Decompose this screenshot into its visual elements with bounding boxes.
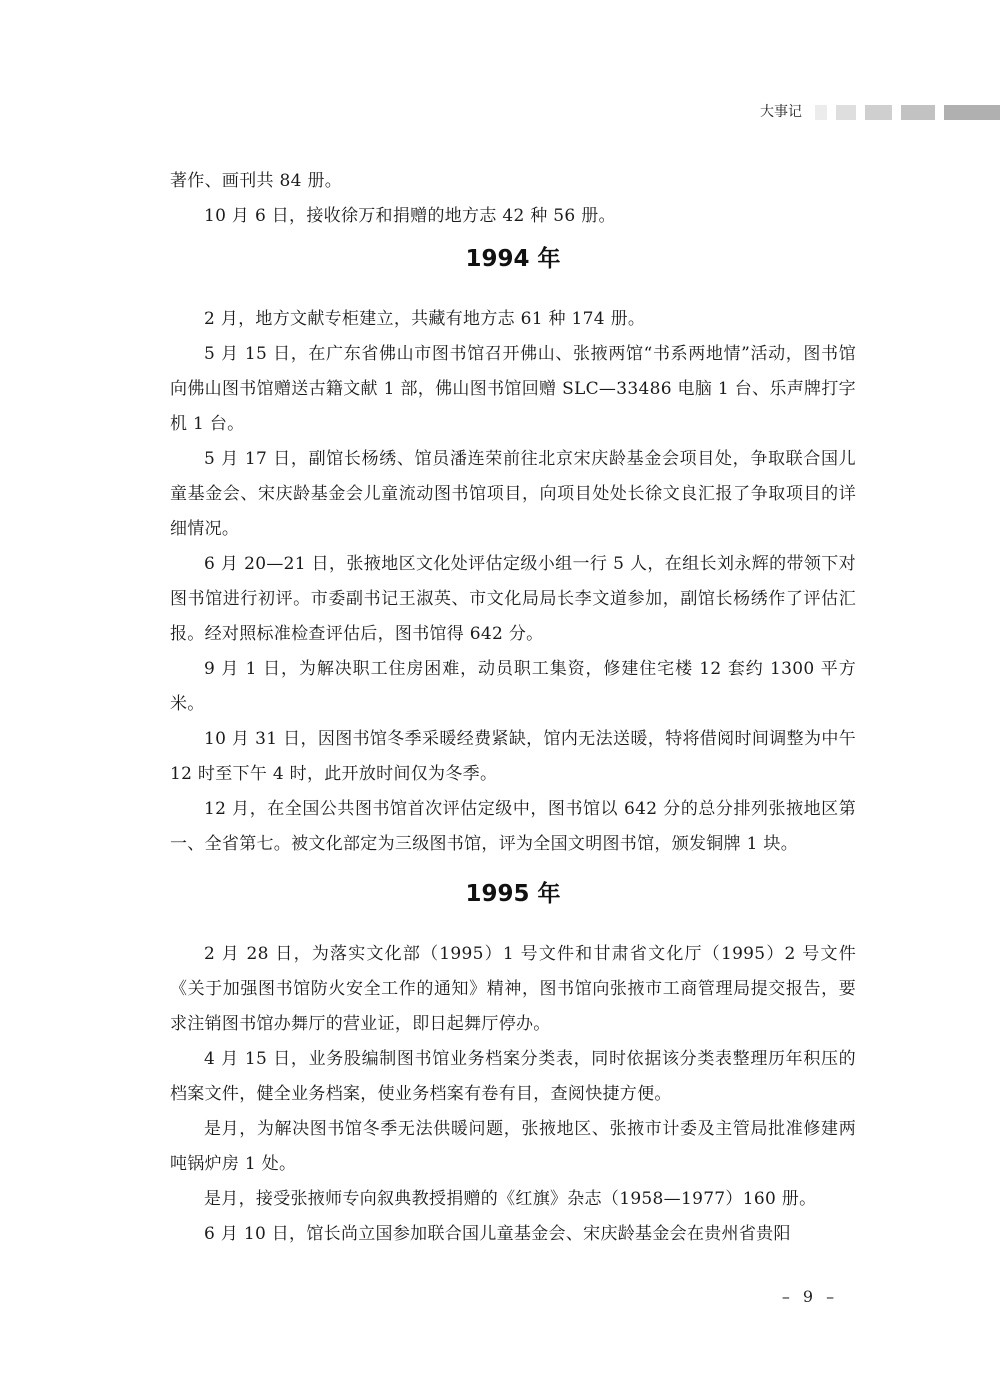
paragraph: 6 月 10 日，馆长尚立国参加联合国儿童基金会、宋庆龄基金会在贵州省贵阳 (204, 1224, 791, 1244)
running-header (760, 100, 1000, 124)
header-decor-bar (944, 105, 1000, 120)
page-body (170, 164, 856, 1252)
paragraph: 5 月 15 日，在广东省佛山市图书馆召开佛山、张掖两馆“书系两地情”活动，图书馆向佛山图书馆赠送古籍文献 1 部，佛山图书馆回赠 SLC—33486 电脑 1 台、乐声牌打字机 1 台。 (170, 344, 856, 434)
year-heading-1995: 1995 年 (465, 881, 561, 907)
paragraph: 12 月，在全国公共图书馆首次评估定级中，图书馆以 642 分的总分排列张掖地区第一、全省第七。被文化部定为三级图书馆，评为全国文明图书馆，颁发铜牌 1 块。 (170, 799, 856, 854)
paragraph: 4 月 15 日，业务股编制图书馆业务档案分类表，同时依据该分类表整理历年积压的档案文件，健全业务档案，使业务档案有卷有目，查阅快捷方便。 (170, 1049, 856, 1104)
paragraph: 是月，为解决图书馆冬季无法供暖问题，张掖地区、张掖市计委及主管局批准修建两吨锅炉房 1 处。 (170, 1119, 856, 1174)
paragraph: 5 月 17 日，副馆长杨绣、馆员潘连荣前往北京宋庆龄基金会项目处，争取联合国儿童基金会、宋庆龄基金会儿童流动图书馆项目，向项目处处长徐文良汇报了争取项目的详细情况。 (170, 449, 856, 539)
paragraph: 著作、画刊共 84 册。 (170, 171, 343, 191)
paragraph: 是月，接受张掖师专向叙典教授捐赠的《红旗》杂志（1958—1977）160 册。 (204, 1189, 817, 1209)
paragraph: 10 月 31 日，因图书馆冬季采暖经费紧缺，馆内无法送暖，特将借阅时间调整为中午 12 时至下午 4 时，此开放时间仅为冬季。 (170, 729, 856, 784)
page-number: – 9 – (781, 1287, 839, 1306)
header-decor-bar (815, 105, 827, 120)
year-heading-1994: 1994 年 (465, 246, 561, 272)
paragraph: 9 月 1 日，为解决职工住房困难，动员职工集资，修建住宅楼 12 套约 1300 平方米。 (170, 659, 856, 714)
paragraph: 10 月 6 日，接收徐万和捐赠的地方志 42 种 56 册。 (204, 206, 616, 226)
paragraph: 6 月 20—21 日，张掖地区文化处评估定级小组一行 5 人，在组长刘永辉的带领下对图书馆进行初评。市委副书记王淑英、市文化局局长李文道参加，副馆长杨绣作了评估汇报。经对照标准检查评估后，图书馆得 642 分。 (170, 554, 856, 644)
paragraph: 2 月 28 日，为落实文化部（1995）1 号文件和甘肃省文化厅（1995）2 号文件《关于加强图书馆防火安全工作的通知》精神，图书馆向张掖市工商管理局提交报告，要求注销图书馆办舞厅的营业证，即日起舞厅停办。 (170, 944, 856, 1034)
header-decor-bar (901, 105, 935, 120)
header-title: 大事记 (760, 104, 802, 120)
paragraph: 2 月，地方文献专柜建立，共藏有地方志 61 种 174 册。 (204, 309, 646, 329)
header-decor-bar (865, 105, 892, 120)
header-decor-bar (836, 105, 856, 120)
